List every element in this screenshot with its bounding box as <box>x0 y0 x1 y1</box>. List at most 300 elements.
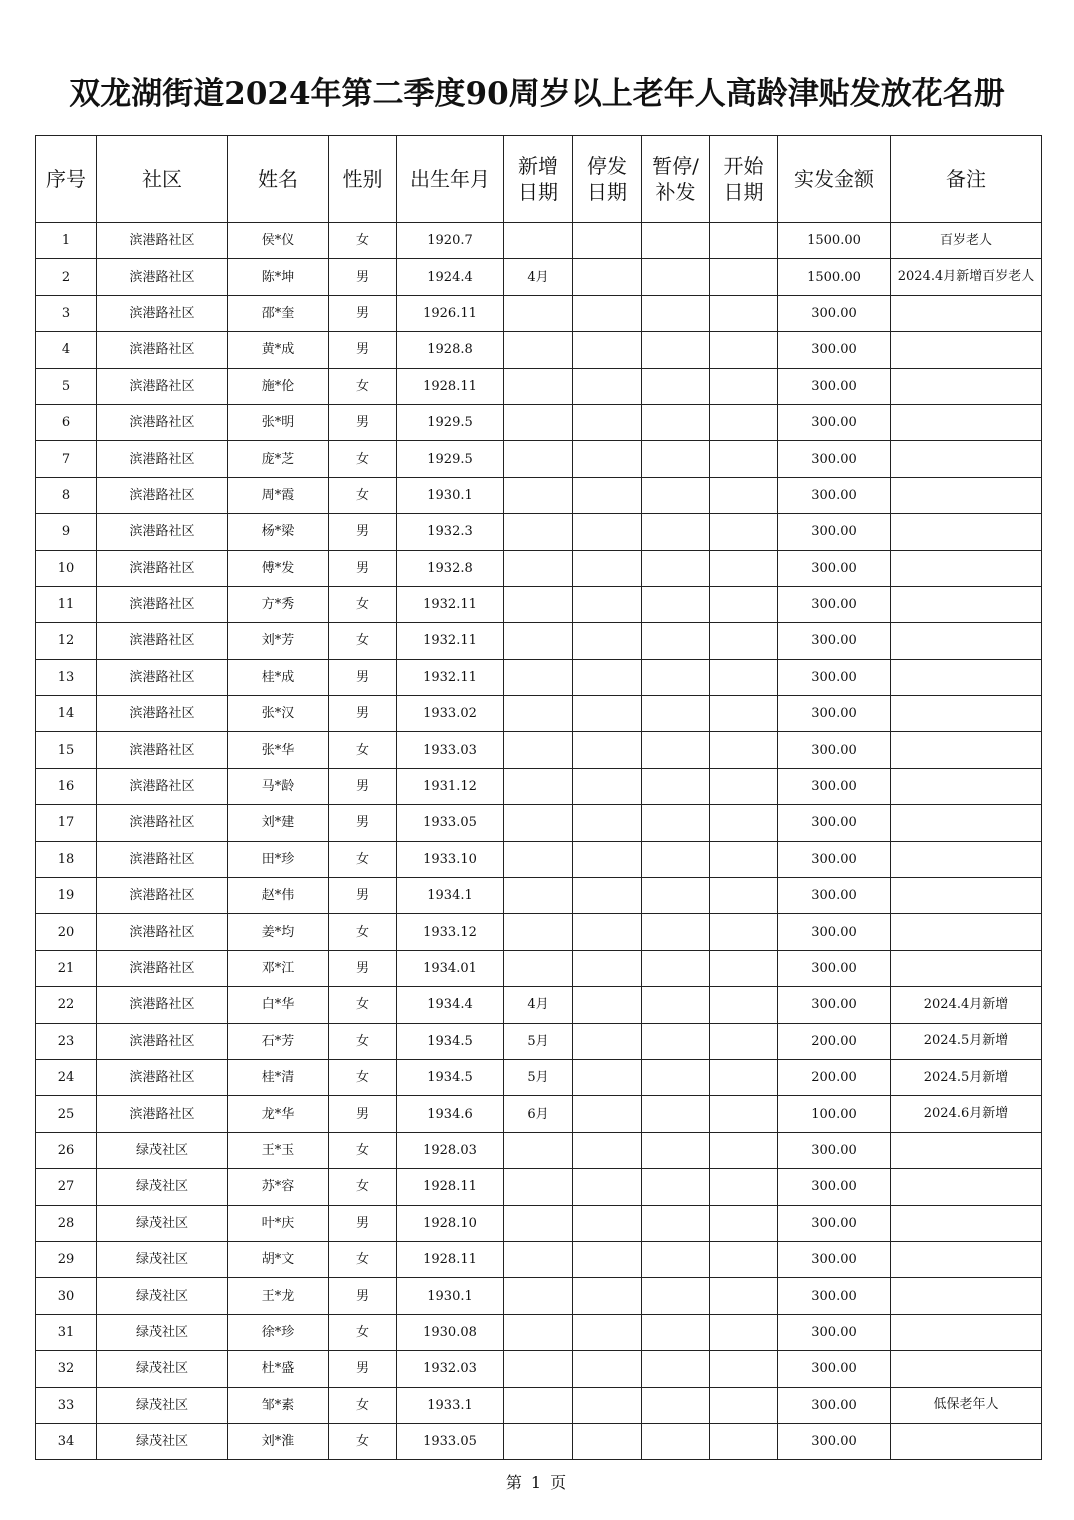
cell-seq: 15 <box>36 732 97 768</box>
cell-start_date <box>710 805 778 841</box>
cell-stop_date <box>573 1096 642 1132</box>
cell-community: 绿茂社区 <box>97 1387 228 1423</box>
cell-gender: 男 <box>329 1205 397 1241</box>
cell-gender: 男 <box>329 878 397 914</box>
cell-note <box>891 368 1042 404</box>
cell-birth: 1933.12 <box>397 914 504 950</box>
cell-note <box>891 550 1042 586</box>
table-row <box>36 1241 1042 1277</box>
cell-stop_date <box>573 550 642 586</box>
cell-seq: 2 <box>36 259 97 295</box>
cell-birth: 1928.10 <box>397 1205 504 1241</box>
cell-birth: 1932.11 <box>397 659 504 695</box>
cell-birth: 1933.05 <box>397 1423 504 1459</box>
table-row <box>36 223 1042 259</box>
cell-amount: 300.00 <box>778 332 891 368</box>
cell-pause <box>642 223 710 259</box>
cell-name: 施*伦 <box>228 368 329 404</box>
cell-note <box>891 732 1042 768</box>
cell-birth: 1931.12 <box>397 768 504 804</box>
cell-amount: 300.00 <box>778 841 891 877</box>
cell-pause <box>642 404 710 440</box>
column-header-community: 社区 <box>97 136 228 223</box>
cell-gender: 男 <box>329 659 397 695</box>
cell-community: 滨港路社区 <box>97 950 228 986</box>
cell-community: 滨港路社区 <box>97 550 228 586</box>
cell-community: 滨港路社区 <box>97 768 228 804</box>
cell-stop_date <box>573 878 642 914</box>
cell-amount: 300.00 <box>778 659 891 695</box>
cell-note: 2024.5月新增 <box>891 1059 1042 1095</box>
cell-name: 侯*仪 <box>228 223 329 259</box>
cell-note <box>891 878 1042 914</box>
cell-pause <box>642 514 710 550</box>
cell-gender: 男 <box>329 295 397 331</box>
cell-new_date: 4月 <box>504 987 573 1023</box>
cell-note <box>891 404 1042 440</box>
cell-pause <box>642 805 710 841</box>
cell-note <box>891 623 1042 659</box>
cell-gender: 女 <box>329 987 397 1023</box>
cell-new_date <box>504 295 573 331</box>
cell-amount: 300.00 <box>778 623 891 659</box>
cell-stop_date <box>573 295 642 331</box>
cell-birth: 1934.1 <box>397 878 504 914</box>
cell-community: 滨港路社区 <box>97 987 228 1023</box>
cell-pause <box>642 332 710 368</box>
table-row <box>36 477 1042 513</box>
cell-new_date <box>504 696 573 732</box>
table-row <box>36 368 1042 404</box>
cell-new_date <box>504 586 573 622</box>
cell-start_date <box>710 1205 778 1241</box>
cell-start_date <box>710 623 778 659</box>
cell-amount: 300.00 <box>778 1387 891 1423</box>
cell-name: 张*汉 <box>228 696 329 732</box>
cell-name: 桂*成 <box>228 659 329 695</box>
cell-new_date: 6月 <box>504 1096 573 1132</box>
cell-pause <box>642 841 710 877</box>
cell-gender: 女 <box>329 623 397 659</box>
cell-name: 黄*成 <box>228 332 329 368</box>
cell-amount: 300.00 <box>778 1278 891 1314</box>
cell-name: 刘*芳 <box>228 623 329 659</box>
cell-gender: 女 <box>329 368 397 404</box>
cell-name: 邹*素 <box>228 1387 329 1423</box>
header-row <box>36 136 1042 223</box>
cell-birth: 1932.11 <box>397 586 504 622</box>
table-header <box>36 136 1042 223</box>
cell-stop_date <box>573 987 642 1023</box>
cell-start_date <box>710 441 778 477</box>
cell-pause <box>642 1351 710 1387</box>
cell-new_date <box>504 332 573 368</box>
table-row <box>36 586 1042 622</box>
cell-seq: 12 <box>36 623 97 659</box>
cell-new_date <box>504 1205 573 1241</box>
cell-amount: 300.00 <box>778 878 891 914</box>
cell-name: 刘*淮 <box>228 1423 329 1459</box>
cell-stop_date <box>573 1023 642 1059</box>
cell-pause <box>642 550 710 586</box>
cell-community: 绿茂社区 <box>97 1241 228 1277</box>
cell-seq: 3 <box>36 295 97 331</box>
cell-amount: 300.00 <box>778 1205 891 1241</box>
cell-gender: 男 <box>329 1351 397 1387</box>
cell-note: 2024.5月新增 <box>891 1023 1042 1059</box>
table-row <box>36 841 1042 877</box>
cell-start_date <box>710 1059 778 1095</box>
cell-note <box>891 659 1042 695</box>
cell-gender: 女 <box>329 732 397 768</box>
cell-gender: 男 <box>329 768 397 804</box>
cell-note <box>891 295 1042 331</box>
cell-seq: 23 <box>36 1023 97 1059</box>
cell-community: 滨港路社区 <box>97 805 228 841</box>
cell-pause <box>642 1423 710 1459</box>
cell-name: 姜*均 <box>228 914 329 950</box>
cell-start_date <box>710 1023 778 1059</box>
cell-amount: 300.00 <box>778 914 891 950</box>
cell-community: 滨港路社区 <box>97 914 228 950</box>
cell-start_date <box>710 696 778 732</box>
cell-community: 滨港路社区 <box>97 696 228 732</box>
cell-community: 滨港路社区 <box>97 1023 228 1059</box>
cell-amount: 300.00 <box>778 441 891 477</box>
cell-pause <box>642 259 710 295</box>
cell-seq: 7 <box>36 441 97 477</box>
table-row <box>36 732 1042 768</box>
cell-note <box>891 950 1042 986</box>
cell-pause <box>642 295 710 331</box>
cell-seq: 14 <box>36 696 97 732</box>
cell-seq: 11 <box>36 586 97 622</box>
cell-new_date <box>504 914 573 950</box>
cell-pause <box>642 477 710 513</box>
table-row <box>36 404 1042 440</box>
cell-note <box>891 1423 1042 1459</box>
cell-amount: 200.00 <box>778 1023 891 1059</box>
cell-note <box>891 441 1042 477</box>
cell-pause <box>642 696 710 732</box>
cell-seq: 34 <box>36 1423 97 1459</box>
cell-amount: 100.00 <box>778 1096 891 1132</box>
cell-name: 徐*珍 <box>228 1314 329 1350</box>
cell-stop_date <box>573 732 642 768</box>
document-title: 双龙湖街道2024年第二季度90周岁以上老年人高龄津贴发放花名册 <box>69 76 1005 112</box>
cell-amount: 300.00 <box>778 1423 891 1459</box>
cell-stop_date <box>573 768 642 804</box>
cell-name: 叶*庆 <box>228 1205 329 1241</box>
cell-name: 陈*坤 <box>228 259 329 295</box>
cell-seq: 8 <box>36 477 97 513</box>
cell-stop_date <box>573 441 642 477</box>
cell-note: 2024.4月新增百岁老人 <box>891 259 1042 295</box>
table-row <box>36 332 1042 368</box>
cell-birth: 1929.5 <box>397 441 504 477</box>
table-row <box>36 1132 1042 1168</box>
cell-name: 石*芳 <box>228 1023 329 1059</box>
cell-note: 2024.6月新增 <box>891 1096 1042 1132</box>
cell-birth: 1924.4 <box>397 259 504 295</box>
cell-seq: 5 <box>36 368 97 404</box>
cell-pause <box>642 768 710 804</box>
cell-gender: 女 <box>329 1059 397 1095</box>
cell-start_date <box>710 950 778 986</box>
cell-new_date <box>504 223 573 259</box>
cell-pause <box>642 1132 710 1168</box>
cell-new_date <box>504 1169 573 1205</box>
table-row <box>36 659 1042 695</box>
cell-birth: 1932.8 <box>397 550 504 586</box>
cell-stop_date <box>573 586 642 622</box>
cell-amount: 1500.00 <box>778 223 891 259</box>
table-row <box>36 696 1042 732</box>
cell-seq: 26 <box>36 1132 97 1168</box>
cell-name: 苏*容 <box>228 1169 329 1205</box>
cell-start_date <box>710 1132 778 1168</box>
cell-pause <box>642 1314 710 1350</box>
cell-pause <box>642 586 710 622</box>
cell-community: 滨港路社区 <box>97 878 228 914</box>
cell-birth: 1934.5 <box>397 1059 504 1095</box>
cell-stop_date <box>573 514 642 550</box>
cell-amount: 300.00 <box>778 586 891 622</box>
cell-new_date <box>504 1351 573 1387</box>
table-row <box>36 550 1042 586</box>
cell-gender: 女 <box>329 1423 397 1459</box>
table-row <box>36 805 1042 841</box>
table-row <box>36 259 1042 295</box>
table-row <box>36 1423 1042 1459</box>
cell-pause <box>642 1241 710 1277</box>
cell-gender: 男 <box>329 332 397 368</box>
table-row <box>36 1314 1042 1350</box>
cell-new_date <box>504 623 573 659</box>
cell-pause <box>642 950 710 986</box>
cell-birth: 1928.8 <box>397 332 504 368</box>
cell-community: 滨港路社区 <box>97 732 228 768</box>
cell-community: 滨港路社区 <box>97 586 228 622</box>
cell-birth: 1934.01 <box>397 950 504 986</box>
cell-name: 张*明 <box>228 404 329 440</box>
cell-new_date <box>504 878 573 914</box>
cell-seq: 4 <box>36 332 97 368</box>
cell-community: 绿茂社区 <box>97 1132 228 1168</box>
cell-start_date <box>710 259 778 295</box>
cell-gender: 男 <box>329 950 397 986</box>
cell-name: 周*霞 <box>228 477 329 513</box>
cell-seq: 22 <box>36 987 97 1023</box>
cell-pause <box>642 1205 710 1241</box>
cell-name: 赵*伟 <box>228 878 329 914</box>
cell-amount: 300.00 <box>778 768 891 804</box>
cell-stop_date <box>573 332 642 368</box>
cell-new_date <box>504 368 573 404</box>
cell-birth: 1932.03 <box>397 1351 504 1387</box>
cell-start_date <box>710 332 778 368</box>
cell-name: 傅*发 <box>228 550 329 586</box>
cell-name: 田*珍 <box>228 841 329 877</box>
cell-seq: 16 <box>36 768 97 804</box>
cell-stop_date <box>573 1423 642 1459</box>
cell-pause <box>642 878 710 914</box>
cell-birth: 1929.5 <box>397 404 504 440</box>
cell-gender: 男 <box>329 1096 397 1132</box>
cell-birth: 1933.1 <box>397 1387 504 1423</box>
cell-new_date <box>504 1278 573 1314</box>
table-row <box>36 878 1042 914</box>
column-header-note: 备注 <box>891 136 1042 223</box>
cell-pause <box>642 1023 710 1059</box>
cell-new_date: 4月 <box>504 259 573 295</box>
cell-seq: 31 <box>36 1314 97 1350</box>
cell-note: 百岁老人 <box>891 223 1042 259</box>
cell-gender: 男 <box>329 805 397 841</box>
cell-birth: 1933.03 <box>397 732 504 768</box>
cell-new_date: 5月 <box>504 1059 573 1095</box>
cell-stop_date <box>573 404 642 440</box>
cell-stop_date <box>573 368 642 404</box>
page-number: 第 1 页 <box>505 1473 569 1492</box>
cell-stop_date <box>573 259 642 295</box>
cell-start_date <box>710 1096 778 1132</box>
cell-gender: 女 <box>329 477 397 513</box>
table-row <box>36 950 1042 986</box>
cell-birth: 1932.11 <box>397 623 504 659</box>
cell-community: 滨港路社区 <box>97 259 228 295</box>
cell-amount: 300.00 <box>778 805 891 841</box>
cell-seq: 10 <box>36 550 97 586</box>
cell-birth: 1933.05 <box>397 805 504 841</box>
cell-community: 滨港路社区 <box>97 1059 228 1095</box>
cell-name: 胡*文 <box>228 1241 329 1277</box>
cell-pause <box>642 1278 710 1314</box>
cell-birth: 1933.02 <box>397 696 504 732</box>
cell-start_date <box>710 732 778 768</box>
cell-start_date <box>710 223 778 259</box>
cell-stop_date <box>573 950 642 986</box>
cell-amount: 300.00 <box>778 514 891 550</box>
cell-community: 滨港路社区 <box>97 295 228 331</box>
cell-birth: 1928.11 <box>397 1241 504 1277</box>
cell-new_date <box>504 732 573 768</box>
cell-note <box>891 768 1042 804</box>
cell-community: 滨港路社区 <box>97 477 228 513</box>
cell-amount: 300.00 <box>778 696 891 732</box>
cell-stop_date <box>573 477 642 513</box>
cell-stop_date <box>573 1314 642 1350</box>
cell-new_date <box>504 1423 573 1459</box>
cell-community: 绿茂社区 <box>97 1423 228 1459</box>
cell-note <box>891 1314 1042 1350</box>
cell-start_date <box>710 550 778 586</box>
table-row <box>36 1169 1042 1205</box>
cell-name: 杨*梁 <box>228 514 329 550</box>
cell-gender: 男 <box>329 404 397 440</box>
table-row <box>36 295 1042 331</box>
cell-name: 龙*华 <box>228 1096 329 1132</box>
cell-community: 滨港路社区 <box>97 659 228 695</box>
cell-gender: 女 <box>329 586 397 622</box>
cell-note <box>891 1278 1042 1314</box>
cell-new_date <box>504 1132 573 1168</box>
subsidy-roster-table <box>35 135 1042 1460</box>
cell-start_date <box>710 987 778 1023</box>
cell-note <box>891 586 1042 622</box>
cell-amount: 300.00 <box>778 1132 891 1168</box>
cell-new_date <box>504 1314 573 1350</box>
table-row <box>36 441 1042 477</box>
cell-community: 滨港路社区 <box>97 841 228 877</box>
cell-stop_date <box>573 1387 642 1423</box>
cell-seq: 28 <box>36 1205 97 1241</box>
cell-stop_date <box>573 841 642 877</box>
table-row <box>36 914 1042 950</box>
cell-amount: 300.00 <box>778 477 891 513</box>
cell-gender: 女 <box>329 1241 397 1277</box>
cell-seq: 29 <box>36 1241 97 1277</box>
cell-pause <box>642 659 710 695</box>
cell-gender: 女 <box>329 914 397 950</box>
cell-stop_date <box>573 223 642 259</box>
cell-community: 绿茂社区 <box>97 1205 228 1241</box>
cell-gender: 男 <box>329 259 397 295</box>
cell-seq: 21 <box>36 950 97 986</box>
cell-new_date <box>504 841 573 877</box>
cell-start_date <box>710 295 778 331</box>
cell-seq: 19 <box>36 878 97 914</box>
column-header-start_date: 开始 日期 <box>710 136 778 223</box>
cell-seq: 32 <box>36 1351 97 1387</box>
table-body <box>36 223 1042 1460</box>
cell-birth: 1928.11 <box>397 368 504 404</box>
cell-start_date <box>710 1241 778 1277</box>
cell-note <box>891 1241 1042 1277</box>
cell-birth: 1932.3 <box>397 514 504 550</box>
cell-start_date <box>710 514 778 550</box>
cell-start_date <box>710 1351 778 1387</box>
cell-new_date <box>504 768 573 804</box>
cell-start_date <box>710 1169 778 1205</box>
cell-name: 邵*奎 <box>228 295 329 331</box>
cell-name: 马*龄 <box>228 768 329 804</box>
cell-stop_date <box>573 1132 642 1168</box>
table-row <box>36 1351 1042 1387</box>
cell-amount: 300.00 <box>778 1314 891 1350</box>
cell-amount: 300.00 <box>778 1351 891 1387</box>
cell-note: 2024.4月新增 <box>891 987 1042 1023</box>
cell-pause <box>642 623 710 659</box>
cell-start_date <box>710 477 778 513</box>
cell-stop_date <box>573 1059 642 1095</box>
cell-start_date <box>710 841 778 877</box>
cell-new_date <box>504 514 573 550</box>
cell-start_date <box>710 1423 778 1459</box>
cell-birth: 1930.1 <box>397 1278 504 1314</box>
cell-amount: 300.00 <box>778 732 891 768</box>
cell-seq: 24 <box>36 1059 97 1095</box>
table-row <box>36 1387 1042 1423</box>
cell-gender: 女 <box>329 1387 397 1423</box>
cell-amount: 300.00 <box>778 550 891 586</box>
cell-start_date <box>710 659 778 695</box>
column-header-name: 姓名 <box>228 136 329 223</box>
cell-name: 邓*江 <box>228 950 329 986</box>
cell-start_date <box>710 914 778 950</box>
cell-birth: 1930.08 <box>397 1314 504 1350</box>
cell-community: 绿茂社区 <box>97 1278 228 1314</box>
